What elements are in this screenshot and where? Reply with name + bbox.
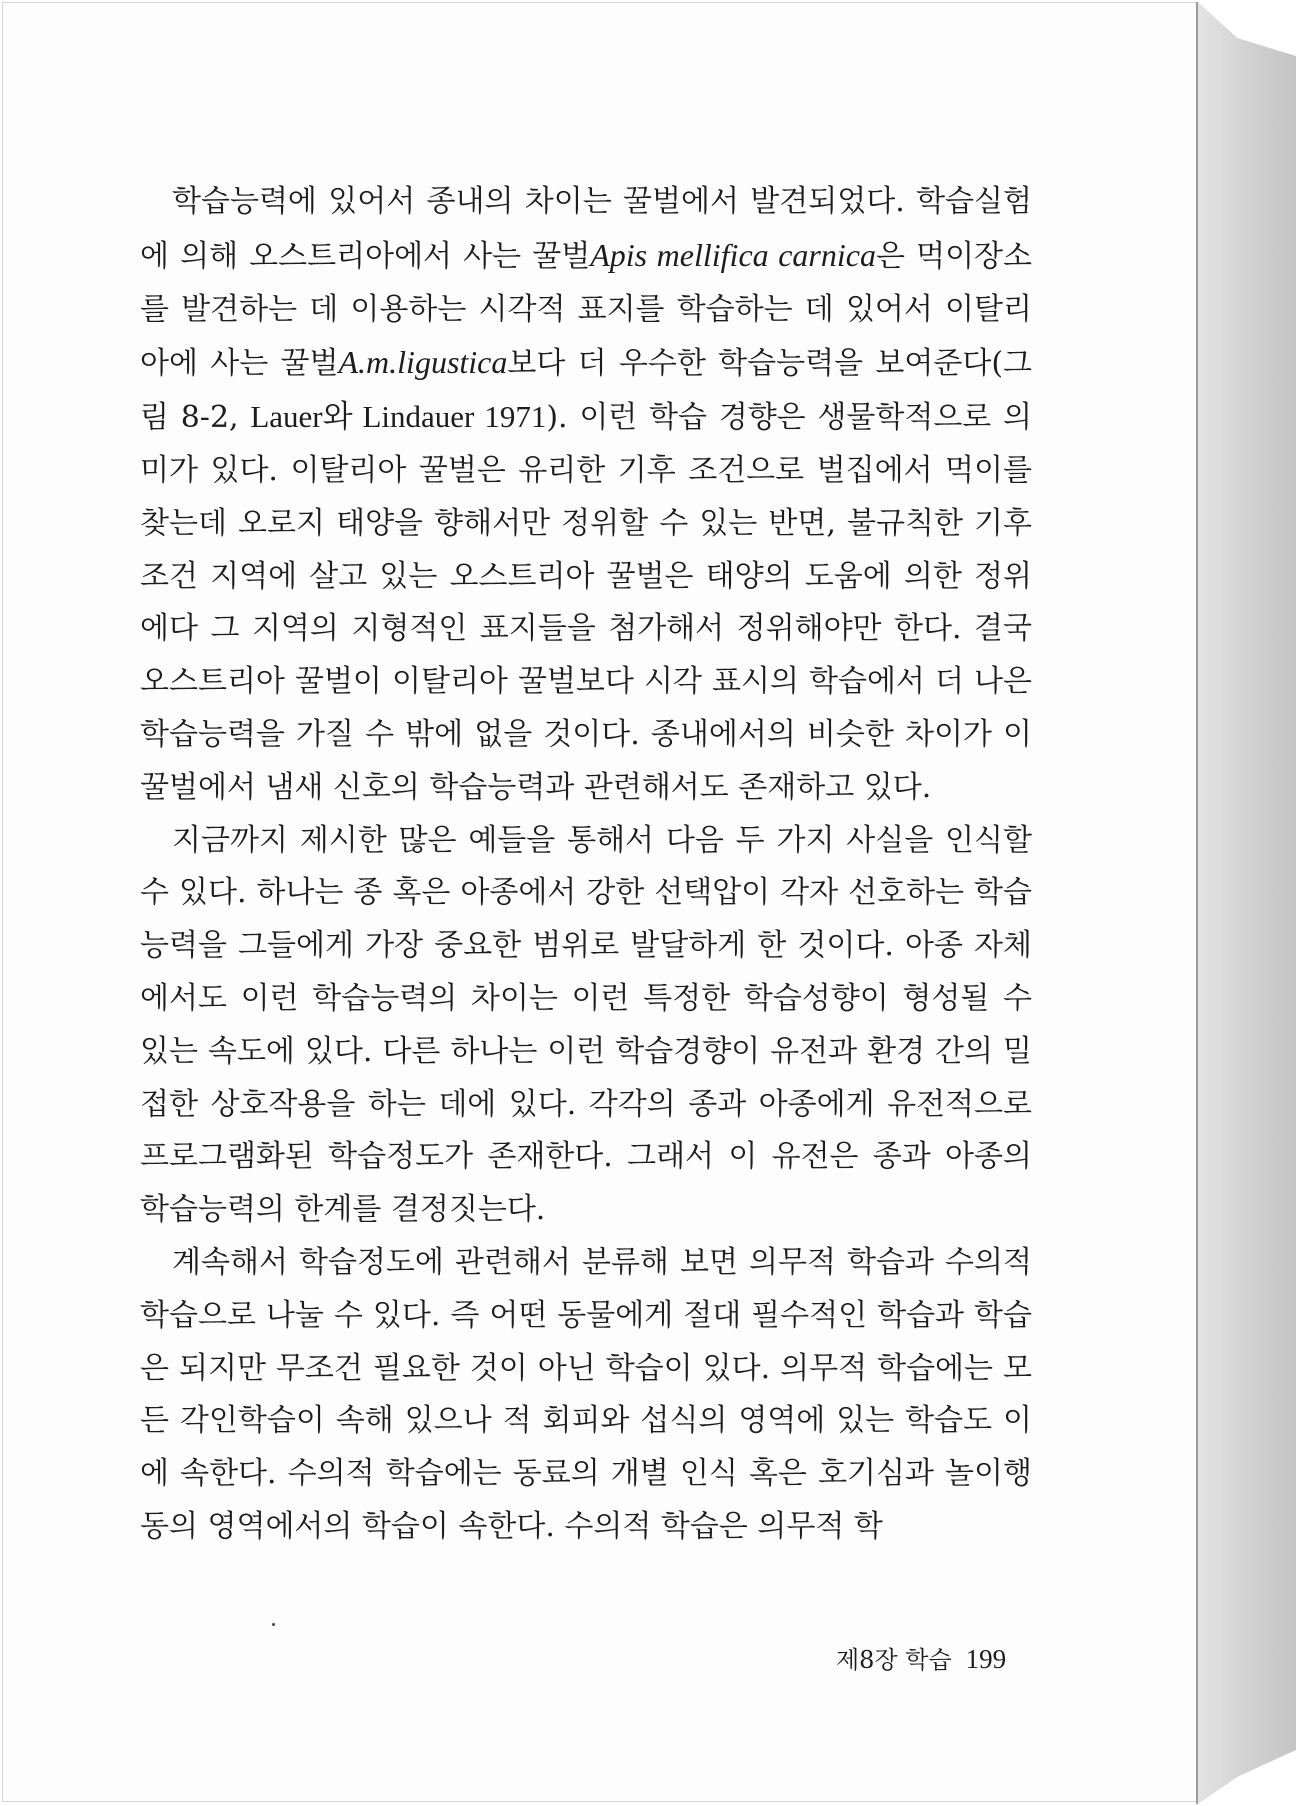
page-footer [836, 1640, 1006, 1675]
page-edge [1196, 2, 1198, 1804]
paragraph-1-text-d: ). 이런 학습 경향은 생물학적으로 의미가 있다. 이탈리아 꿀벌은 유리한 기후 조건으로 벌집에서 먹이를 찾는데 오로지 태양을 향해서만 정위할 수 있는 반면, 불규칙한 기후 조건 지역에 살고 있는 오스트리아 꿀벌은 태양의 도움에 의한 정위에다 그 지역의 지형적인 표지들을 첨가해서 정위해야만 한다. 결국 오스트리아 꿀벌이 이탈리아 꿀벌보다 시각 표시의 학습에서 더 나은 학습능력을 가질 수 밖에 없을 것이다. 종내에서의 비슷한 차이가 이 꿀벌에서 냄새 신호의 학습능력과 관련해서도 존재하고 있다. [140, 400, 1032, 805]
paragraph-1 [140, 176, 1032, 815]
body-text [140, 176, 1032, 1554]
book-side-thickness [1198, 2, 1296, 1804]
paragraph-3: 계속해서 학습정도에 관련해서 분류해 보면 의무적 학습과 수의적 학습으로 나눌 수 있다. 즉 어떤 동물에게 절대 필수적인 학습과 학습은 되지만 무조건 필요한 것이 아닌 학습이 있다. 의무적 학습에는 모든 각인학습이 속해 있으나 적 회피와 섭식의 영역에 있는 학습도 이에 속한다. 수의적 학습에는 동료의 개별 인식 혹은 호기심과 놀이행동의 영역에서의 학습이 속한다. 수의적 학습은 의무적 학 [140, 1244, 1032, 1544]
citation: Lauer와 Lindauer 1971 [250, 399, 547, 435]
paragraph-2: 지금까지 제시한 많은 예들을 통해서 다음 두 가지 사실을 인식할 수 있다. 하나는 종 혹은 아종에서 강한 선택압이 각자 선호하는 학습능력을 그들에게 가장 중요한 범위로 발달하게 한 것이다. 아종 자체에서도 이런 학습능력의 차이는 이런 특정한 학습성향이 형성될 수 있는 속도에 있다. 다른 하나는 이런 학습경향이 유전과 환경 간의 밀접한 상호작용을 하는 데에 있다. 각각의 종과 아종에게 유전적으로 프로그램화된 학습정도가 존재한다. 그래서 이 유전은 종과 아종의 학습능력의 한계를 결정짓는다. [140, 822, 1032, 1228]
chapter-label: 제8장 학습 [836, 1646, 952, 1674]
paragraph-1-text-c: 보다 더 우수한 학습능력을 보여준다(그림 8-2, [140, 346, 1032, 436]
species-name-ligustica: A.m.ligustica [338, 344, 508, 381]
species-name-carnica: Apis mellifica carnica [590, 236, 876, 273]
paragraph-1-text-b: 은 먹이장소를 발견하는 데 이용하는 시각적 표지를 학습하는 데 있어서 이탈리아에 사는 꿀벌 [140, 238, 1033, 382]
print-speck [272, 1623, 275, 1626]
page-number: 199 [965, 1644, 1007, 1674]
paragraph-1-text-a: 학습능력에 있어서 종내의 차이는 꿀벌에서 발견되었다. 학습실험에 의해 오스트리아에서 사는 꿀벌 [140, 184, 1032, 274]
